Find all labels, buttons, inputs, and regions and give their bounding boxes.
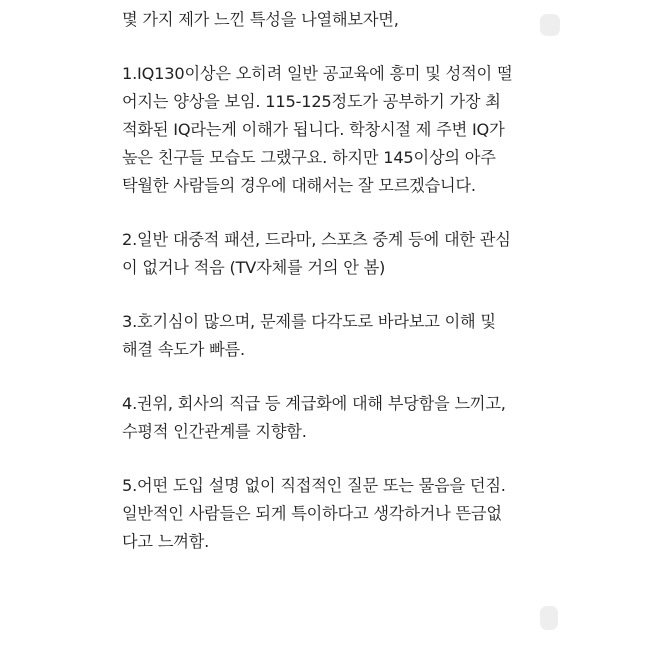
post-body — [122, 6, 562, 556]
list-item-line: 높은 친구들 모습도 그랬구요. 하지만 145이상의 아주 — [122, 148, 496, 167]
list-item-line: 3.호기심이 많으며, 문제를 다각도로 바라보고 이해 및 — [122, 312, 496, 331]
list-item-1 — [122, 60, 562, 200]
paragraph-gap — [122, 34, 562, 60]
scroll-indicator-bottom[interactable] — [540, 606, 558, 630]
list-item-5 — [122, 472, 562, 556]
list-item-2 — [122, 226, 562, 282]
list-item-line: 이 없거나 적음 (TV자체를 거의 안 봄) — [122, 258, 386, 277]
paragraph-gap — [122, 282, 562, 308]
list-item-line: 수평적 인간관계를 지향함. — [122, 422, 307, 441]
list-item-line: 해결 속도가 빠름. — [122, 340, 245, 359]
paragraph-gap — [122, 364, 562, 390]
list-item-line: 적화된 IQ라는게 이해가 됩니다. 학창시절 제 주변 IQ가 — [122, 120, 505, 139]
paragraph-gap — [122, 200, 562, 226]
list-item-line: 4.권위, 회사의 직급 등 계급화에 대해 부당함을 느끼고, — [122, 394, 506, 413]
list-item-line: 탁월한 사람들의 경우에 대해서는 잘 모르겠습니다. — [122, 176, 476, 195]
paragraph-gap — [122, 446, 562, 472]
list-item-line: 다고 느껴함. — [122, 532, 210, 551]
list-item-line: 어지는 양상을 보임. 115-125정도가 공부하기 가장 최 — [122, 92, 501, 111]
list-item-line: 1.IQ130이상은 오히려 일반 공교육에 흥미 및 성적이 떨 — [122, 64, 513, 83]
post-intro: 몇 가지 제가 느낀 특성을 나열해보자면, — [122, 10, 399, 29]
list-item-4 — [122, 390, 562, 446]
list-item-line: 2.일반 대중적 패션, 드라마, 스포츠 중계 등에 대한 관심 — [122, 230, 511, 249]
list-item-line: 5.어떤 도입 설명 없이 직접적인 질문 또는 물음을 던짐. — [122, 476, 506, 495]
list-item-line: 일반적인 사람들은 되게 특이하다고 생각하거나 뜬금없 — [122, 504, 502, 523]
list-item-3 — [122, 308, 562, 364]
